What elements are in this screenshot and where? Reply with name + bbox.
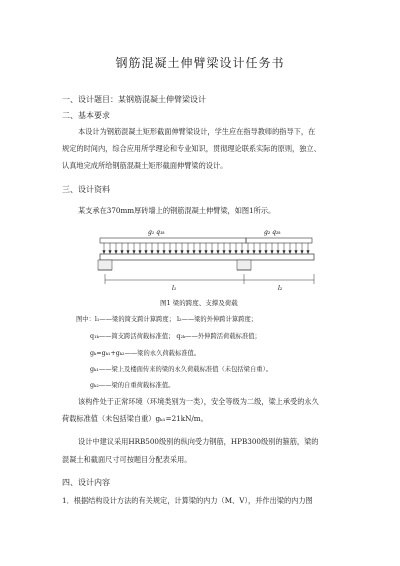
load-arrow-head [133,251,136,254]
paragraph-materials-line2: 混凝土和截面尺寸可按题目分配表采用。 [62,455,192,464]
load-arrow-head [277,251,280,254]
section-design-data: 三、设计资料 [62,185,110,194]
load-arrow-head [229,251,232,254]
load-arrow-head [241,251,244,254]
load-arrow-head [181,251,184,254]
load-arrow-head [139,251,142,254]
legend-line-2: q₁ₖ——简支跨活荷载标准值； q₂ₖ——外伸跨活荷载标准值； [90,333,261,340]
load-arrow-head [187,251,190,254]
span-label-l2: l₂ [278,285,283,292]
legend-line-4: gₖ₁——梁上及楼面传来的梁的永久荷载标准值（未包括梁自重）。 [90,366,273,373]
legend-line-5: gₖ₂——梁的自重荷载标准值。 [90,382,175,389]
load-arrow-head [289,251,292,254]
span-label-l1: l₁ [172,285,177,292]
support-left [98,260,112,270]
load-arrow-head [223,251,226,254]
load-arrow-head [109,251,112,254]
load-arrow-head [247,251,250,254]
load-arrow-head [163,251,166,254]
section-basic-requirements: 二、基本要求 [62,111,110,120]
load-arrow-head [271,251,274,254]
load-block-left [100,238,246,243]
load-arrow-head [283,251,286,254]
support-middle [237,260,251,270]
document-title: 钢筋混凝土伸臂梁设计任务书 [115,56,285,70]
load-arrow-head [301,251,304,254]
load-arrow-head [151,251,154,254]
load-label-left: g₁ q₁ₖ [148,229,165,236]
load-arrow-head [259,251,262,254]
load-arrow-head [211,251,214,254]
paragraph-requirements-line3: 认真地完成所给钢筋混凝土矩形截面伸臂梁的设计。 [62,161,228,170]
load-arrow-head [199,251,202,254]
load-arrow-head [253,251,256,254]
paragraph-environment-line1: 该构件处于正常环境（环境类别为一类），安全等级为二级，梁上承受的永久 [78,397,319,406]
load-arrow-head [127,251,130,254]
beam-body [100,254,314,260]
load-arrows [103,243,310,254]
figure-caption: 图1 梁的跨度、支撑及荷载 [160,299,238,307]
load-block-right [246,238,312,243]
load-arrow-head [157,251,160,254]
legend-line-3: gₖ=gₖ₁+gₖ₂——梁的永久荷载标准值。 [90,350,201,357]
load-arrow-head [307,251,310,254]
paragraph-materials-line1: 设计中建议采用HRB500级别的纵向受力钢筋，HPB300级别的箍筋，梁的 [78,437,319,446]
load-arrow-head [235,251,238,254]
load-arrow-head [205,251,208,254]
paragraph-beam-support: 某支承在370mm厚砖墙上的钢筋混凝土伸臂梁，如图1所示。 [78,206,276,215]
load-arrow-head [103,251,106,254]
beam-diagram [96,226,326,296]
load-arrow-head [145,251,148,254]
load-arrow-head [295,251,298,254]
paragraph-requirements-line2: 规定的时间内，综合应用所学理论和专业知识，贯彻理论联系实际的原则，独立、 [62,144,321,153]
legend-line-1: 图中：l₁——梁的简支跨计算跨度； l₂——梁的外伸跨计算跨度； [76,316,258,323]
load-arrow-head [115,251,118,254]
paragraph-environment-line2: 荷载标准值（未包括梁自重）gₖ₁=21kN/m。 [62,414,208,423]
load-arrow-head [193,251,196,254]
section-design-content: 四、设计内容 [62,478,110,487]
load-arrow-head [175,251,178,254]
load-arrow-head [121,251,124,254]
load-arrow-head [217,251,220,254]
load-arrow-head [169,251,172,254]
paragraph-requirements-line1: 本设计为钢筋混凝土矩形截面伸臂梁设计，学生应在指导教师的指导下，在 [78,127,316,136]
content-item-1: 1．根据结构设计方法的有关规定，计算梁的内力（M、V），并作出梁的内力图 [62,496,313,505]
section-design-topic: 一、设计题目：某钢筋混凝土伸臂梁设计 [62,95,206,104]
load-label-right: g₂ q₂ₖ [264,229,281,236]
load-arrow-head [265,251,268,254]
